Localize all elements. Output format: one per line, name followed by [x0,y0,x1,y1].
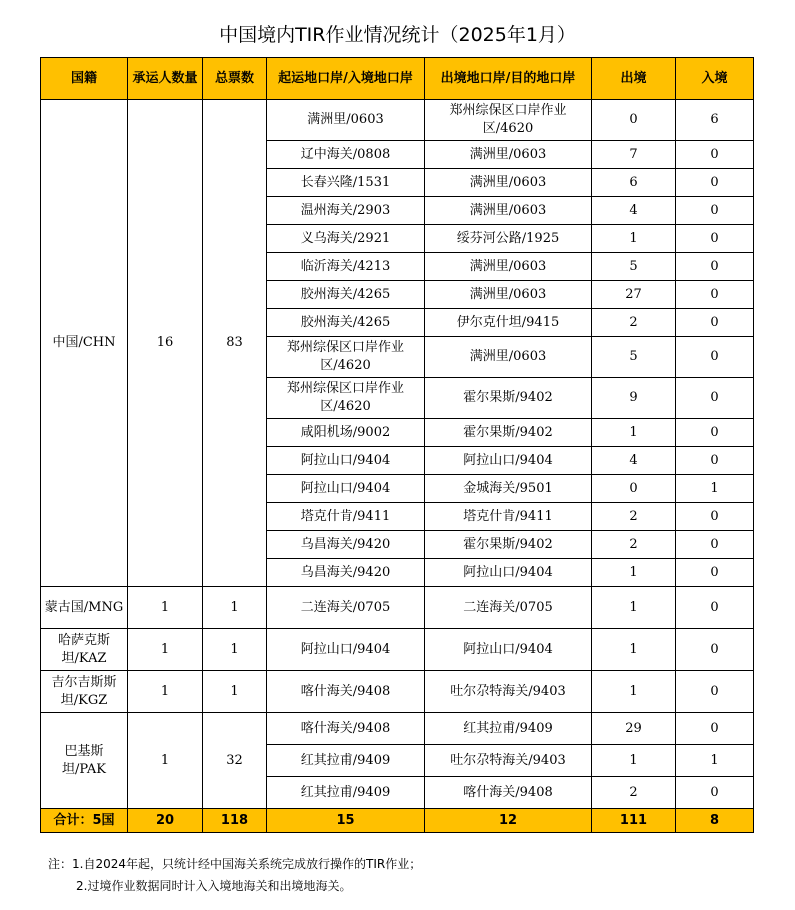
exit-count-cell: 5 [592,337,676,378]
header-row [41,58,754,100]
total-carriers: 20 [128,809,203,833]
destination-port-cell: 阿拉山口/9404 [425,629,592,671]
tickets-cell: 1 [203,629,267,671]
table-row [41,100,754,141]
total-tickets: 118 [203,809,267,833]
tickets-cell: 1 [203,587,267,629]
origin-port-cell: 辽中海关/0808 [267,141,425,169]
entry-count-cell: 0 [676,225,754,253]
entry-count-cell: 1 [676,475,754,503]
table-row [41,713,754,745]
entry-count-cell: 0 [676,629,754,671]
origin-port-cell: 塔克什肯/9411 [267,503,425,531]
exit-count-cell: 2 [592,777,676,809]
nationality-cell: 蒙古国/MNG [41,587,128,629]
exit-count-cell: 2 [592,531,676,559]
origin-port-cell: 乌昌海关/9420 [267,559,425,587]
exit-count-cell: 4 [592,197,676,225]
total-origin-ports: 15 [267,809,425,833]
origin-port-cell: 喀什海关/9408 [267,713,425,745]
carriers-cell: 1 [128,671,203,713]
footnote-2: 2.过境作业数据同时计入入境地海关和出境地海关。 [76,879,352,893]
entry-count-cell: 0 [676,777,754,809]
exit-count-cell: 0 [592,100,676,141]
destination-port-cell: 吐尔尕特海关/9403 [425,745,592,777]
origin-port-cell: 郑州综保区口岸作业区/4620 [267,337,425,378]
exit-count-cell: 1 [592,745,676,777]
destination-port-cell: 霍尔果斯/9402 [425,378,592,419]
exit-count-cell: 9 [592,378,676,419]
exit-count-cell: 6 [592,169,676,197]
carriers-cell: 1 [128,587,203,629]
destination-port-cell: 满洲里/0603 [425,141,592,169]
entry-count-cell: 0 [676,503,754,531]
entry-count-cell: 0 [676,169,754,197]
origin-port-cell: 二连海关/0705 [267,587,425,629]
exit-count-cell: 1 [592,419,676,447]
exit-count-cell: 7 [592,141,676,169]
header-origin-port: 起运地口岸/入境地口岸 [267,58,425,100]
header-exit: 出境 [592,58,676,100]
header-entry: 入境 [676,58,754,100]
origin-port-cell: 阿拉山口/9404 [267,629,425,671]
destination-port-cell: 郑州综保区口岸作业区/4620 [425,100,592,141]
page-title: 中国境内TIR作业情况统计（2025年1月） [219,24,576,46]
destination-port-cell: 满洲里/0603 [425,281,592,309]
entry-count-cell: 0 [676,141,754,169]
total-label: 合计：5国 [41,809,128,833]
origin-port-cell: 喀什海关/9408 [267,671,425,713]
entry-count-cell: 0 [676,531,754,559]
entry-count-cell: 0 [676,197,754,225]
footnote-1: 注：1.自2024年起，只统计经中国海关系统完成放行操作的TIR作业； [48,857,422,871]
total-exit: 111 [592,809,676,833]
origin-port-cell: 温州海关/2903 [267,197,425,225]
destination-port-cell: 喀什海关/9408 [425,777,592,809]
tickets-cell: 1 [203,671,267,713]
nationality-cell: 吉尔吉斯斯坦/KGZ [41,671,128,713]
carriers-cell: 16 [128,100,203,587]
entry-count-cell: 0 [676,419,754,447]
destination-port-cell: 红其拉甫/9409 [425,713,592,745]
header-carriers: 承运人数量 [128,58,203,100]
exit-count-cell: 2 [592,503,676,531]
destination-port-cell: 绥芬河公路/1925 [425,225,592,253]
destination-port-cell: 伊尔克什坦/9415 [425,309,592,337]
total-row [41,809,754,833]
header-nationality: 国籍 [41,58,128,100]
entry-count-cell: 0 [676,378,754,419]
destination-port-cell: 满洲里/0603 [425,253,592,281]
exit-count-cell: 29 [592,713,676,745]
destination-port-cell: 阿拉山口/9404 [425,559,592,587]
exit-count-cell: 2 [592,309,676,337]
entry-count-cell: 0 [676,281,754,309]
destination-port-cell: 霍尔果斯/9402 [425,419,592,447]
origin-port-cell: 临沂海关/4213 [267,253,425,281]
exit-count-cell: 0 [592,475,676,503]
table-row [41,629,754,671]
entry-count-cell: 0 [676,253,754,281]
exit-count-cell: 4 [592,447,676,475]
destination-port-cell: 二连海关/0705 [425,587,592,629]
tickets-cell: 83 [203,100,267,587]
entry-count-cell: 1 [676,745,754,777]
table-body [41,100,754,809]
entry-count-cell: 0 [676,587,754,629]
entry-count-cell: 6 [676,100,754,141]
origin-port-cell: 咸阳机场/9002 [267,419,425,447]
origin-port-cell: 阿拉山口/9404 [267,475,425,503]
tir-statistics-table [40,57,754,833]
origin-port-cell: 长春兴隆/1531 [267,169,425,197]
entry-count-cell: 0 [676,447,754,475]
destination-port-cell: 塔克什肯/9411 [425,503,592,531]
origin-port-cell: 胶州海关/4265 [267,309,425,337]
origin-port-cell: 阿拉山口/9404 [267,447,425,475]
origin-port-cell: 义乌海关/2921 [267,225,425,253]
total-destination-ports: 12 [425,809,592,833]
destination-port-cell: 满洲里/0603 [425,337,592,378]
tickets-cell: 32 [203,713,267,809]
table-row [41,671,754,713]
destination-port-cell: 霍尔果斯/9402 [425,531,592,559]
table-row [41,587,754,629]
destination-port-cell: 满洲里/0603 [425,197,592,225]
exit-count-cell: 1 [592,559,676,587]
header-destination-port: 出境地口岸/目的地口岸 [425,58,592,100]
origin-port-cell: 郑州综保区口岸作业区/4620 [267,378,425,419]
exit-count-cell: 1 [592,225,676,253]
total-entry: 8 [676,809,754,833]
destination-port-cell: 金城海关/9501 [425,475,592,503]
exit-count-cell: 1 [592,587,676,629]
entry-count-cell: 0 [676,337,754,378]
exit-count-cell: 1 [592,629,676,671]
destination-port-cell: 阿拉山口/9404 [425,447,592,475]
destination-port-cell: 满洲里/0603 [425,169,592,197]
nationality-cell: 哈萨克斯坦/KAZ [41,629,128,671]
exit-count-cell: 1 [592,671,676,713]
entry-count-cell: 0 [676,559,754,587]
origin-port-cell: 乌昌海关/9420 [267,531,425,559]
origin-port-cell: 红其拉甫/9409 [267,777,425,809]
entry-count-cell: 0 [676,713,754,745]
nationality-cell: 巴基斯坦/PAK [41,713,128,809]
origin-port-cell: 红其拉甫/9409 [267,745,425,777]
nationality-cell: 中国/CHN [41,100,128,587]
entry-count-cell: 0 [676,309,754,337]
destination-port-cell: 吐尔尕特海关/9403 [425,671,592,713]
entry-count-cell: 0 [676,671,754,713]
footnotes [48,853,421,897]
origin-port-cell: 胶州海关/4265 [267,281,425,309]
header-tickets: 总票数 [203,58,267,100]
origin-port-cell: 满洲里/0603 [267,100,425,141]
carriers-cell: 1 [128,629,203,671]
carriers-cell: 1 [128,713,203,809]
exit-count-cell: 5 [592,253,676,281]
exit-count-cell: 27 [592,281,676,309]
